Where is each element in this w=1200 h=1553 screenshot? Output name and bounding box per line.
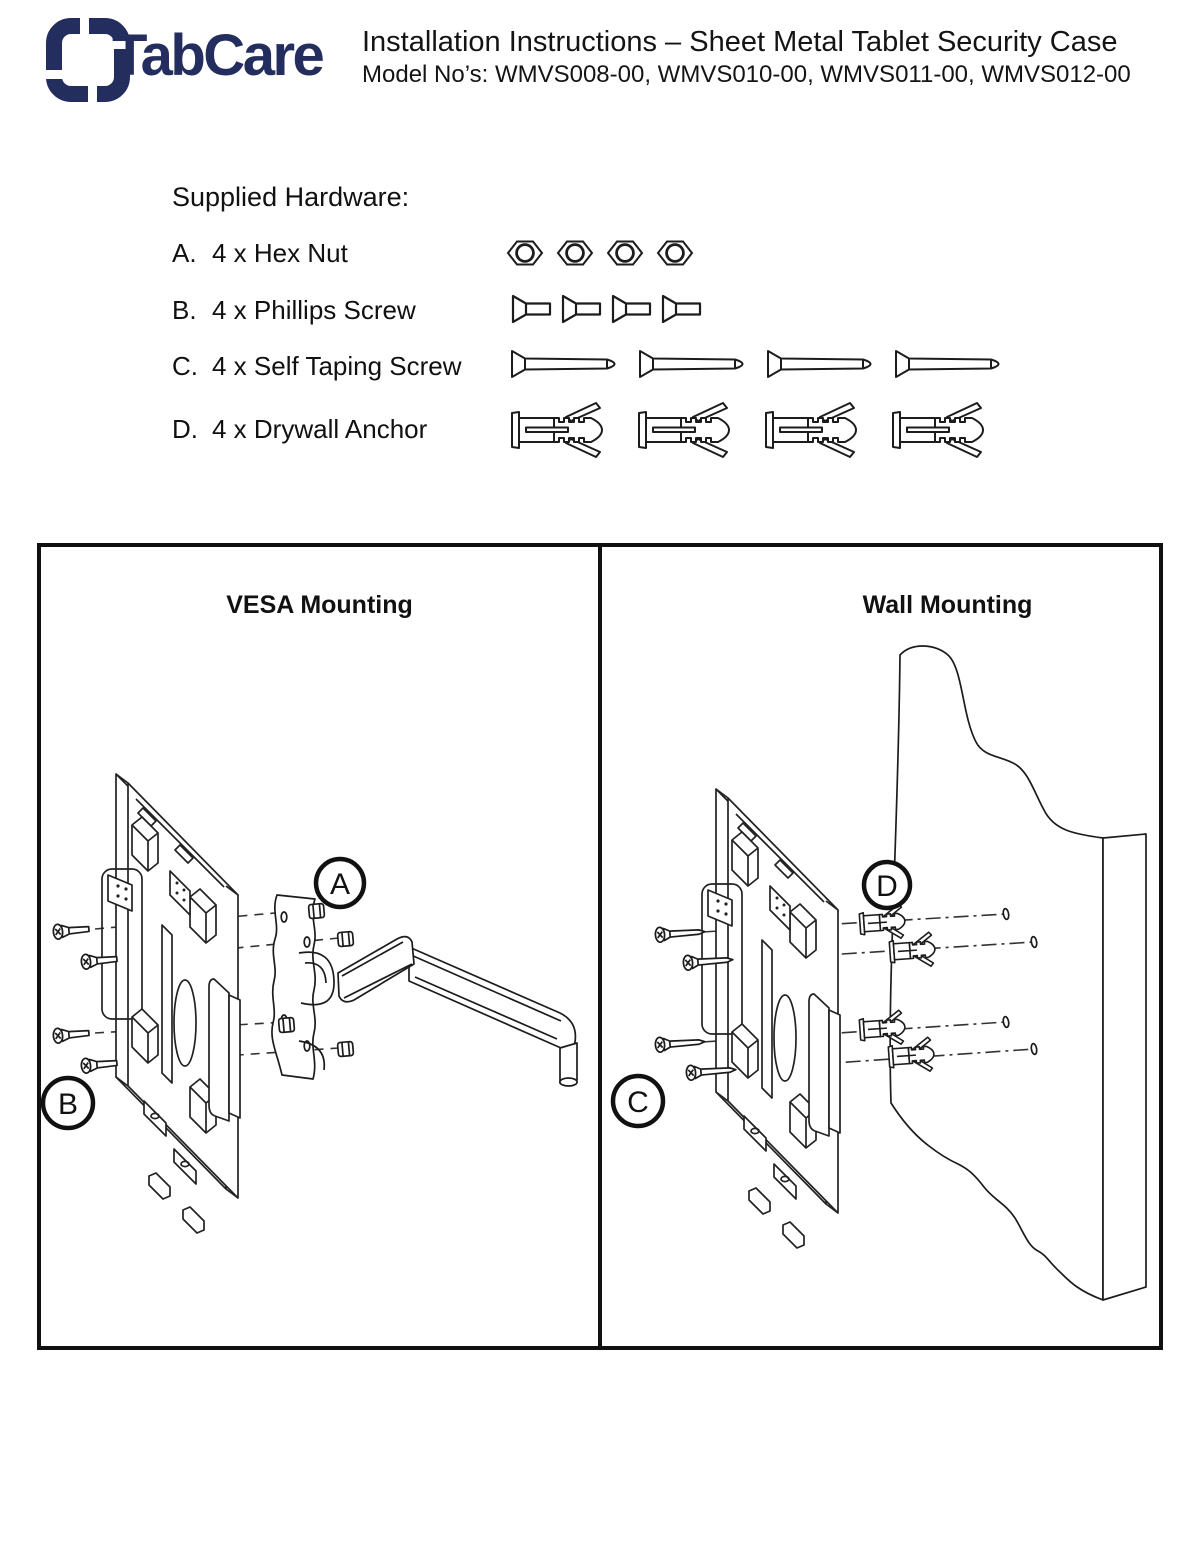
- hw-selftap-icon: [768, 351, 871, 377]
- instruction-panels: [37, 543, 1163, 1350]
- hw-phillips-icon: [563, 296, 600, 322]
- svg-text:A: A: [329, 868, 351, 901]
- hardware-item-label: 4 x Drywall Anchor: [212, 414, 428, 444]
- vesa-adapter-plate: [272, 895, 315, 1079]
- hw-phillips-icon: [513, 296, 550, 322]
- hw-anchor-icon: [766, 403, 856, 457]
- case-back-plate: [102, 774, 240, 1233]
- hw-selftap-icon: [896, 351, 999, 377]
- hw-nut-icon: [558, 242, 592, 265]
- drywall-anchor-icon-row: [510, 401, 1010, 461]
- svg-text:D: D: [876, 870, 898, 903]
- phillips-screws: [53, 922, 118, 1074]
- hardware-heading: Supplied Hardware:: [172, 182, 410, 212]
- callout-d: [864, 862, 910, 908]
- callout-a: [316, 859, 364, 907]
- hw-anchor-icon: [893, 403, 983, 457]
- hardware-item-letter: A.: [172, 238, 197, 268]
- callout-c: [613, 1076, 663, 1126]
- case-back-plate: [702, 789, 840, 1248]
- wall-mounting-panel: [602, 547, 1159, 1346]
- brand-name: TabCare: [112, 23, 323, 88]
- svg-text:C: C: [627, 1086, 649, 1119]
- hw-nut-icon: [608, 242, 642, 265]
- selftap-screw-icon-row: [510, 349, 1025, 381]
- svg-text:B: B: [57, 1088, 79, 1121]
- phillips-screw-icon-row: [511, 294, 711, 326]
- hardware-item-label: 4 x Hex Nut: [212, 238, 348, 268]
- hardware-item-letter: D.: [172, 414, 198, 444]
- hw-nut-icon: [658, 242, 692, 265]
- hw-phillips-icon: [663, 296, 700, 322]
- hw-nut-icon: [508, 242, 542, 265]
- vesa-mounting-diagram: [41, 547, 598, 1346]
- vesa-monitor-arm: [299, 937, 577, 1086]
- model-numbers: Model No’s: WMVS008-00, WMVS010-00, WMVS011-00, WMVS012-00: [362, 61, 1131, 88]
- wall-mounting-diagram: [602, 547, 1159, 1346]
- hardware-item-label: 4 x Phillips Screw: [212, 295, 416, 325]
- hardware-item-letter: B.: [172, 295, 197, 325]
- hardware-item-label: 4 x Self Taping Screw: [212, 351, 462, 381]
- hw-selftap-icon: [640, 351, 743, 377]
- callout-b: [43, 1078, 93, 1128]
- hw-anchor-icon: [512, 403, 602, 457]
- wall-section: [890, 646, 1146, 1300]
- hw-selftap-icon: [512, 351, 615, 377]
- hardware-item-letter: C.: [172, 351, 198, 381]
- page-title: Installation Instructions – Sheet Metal Tablet Security Case: [362, 26, 1118, 58]
- hw-anchor-icon: [639, 403, 729, 457]
- hw-phillips-icon: [613, 296, 650, 322]
- hex-nut-icon-row: [506, 238, 706, 270]
- vesa-mounting-panel: [41, 547, 602, 1346]
- panel-title: VESA Mounting: [226, 591, 413, 619]
- panel-title: Wall Mounting: [862, 591, 1033, 619]
